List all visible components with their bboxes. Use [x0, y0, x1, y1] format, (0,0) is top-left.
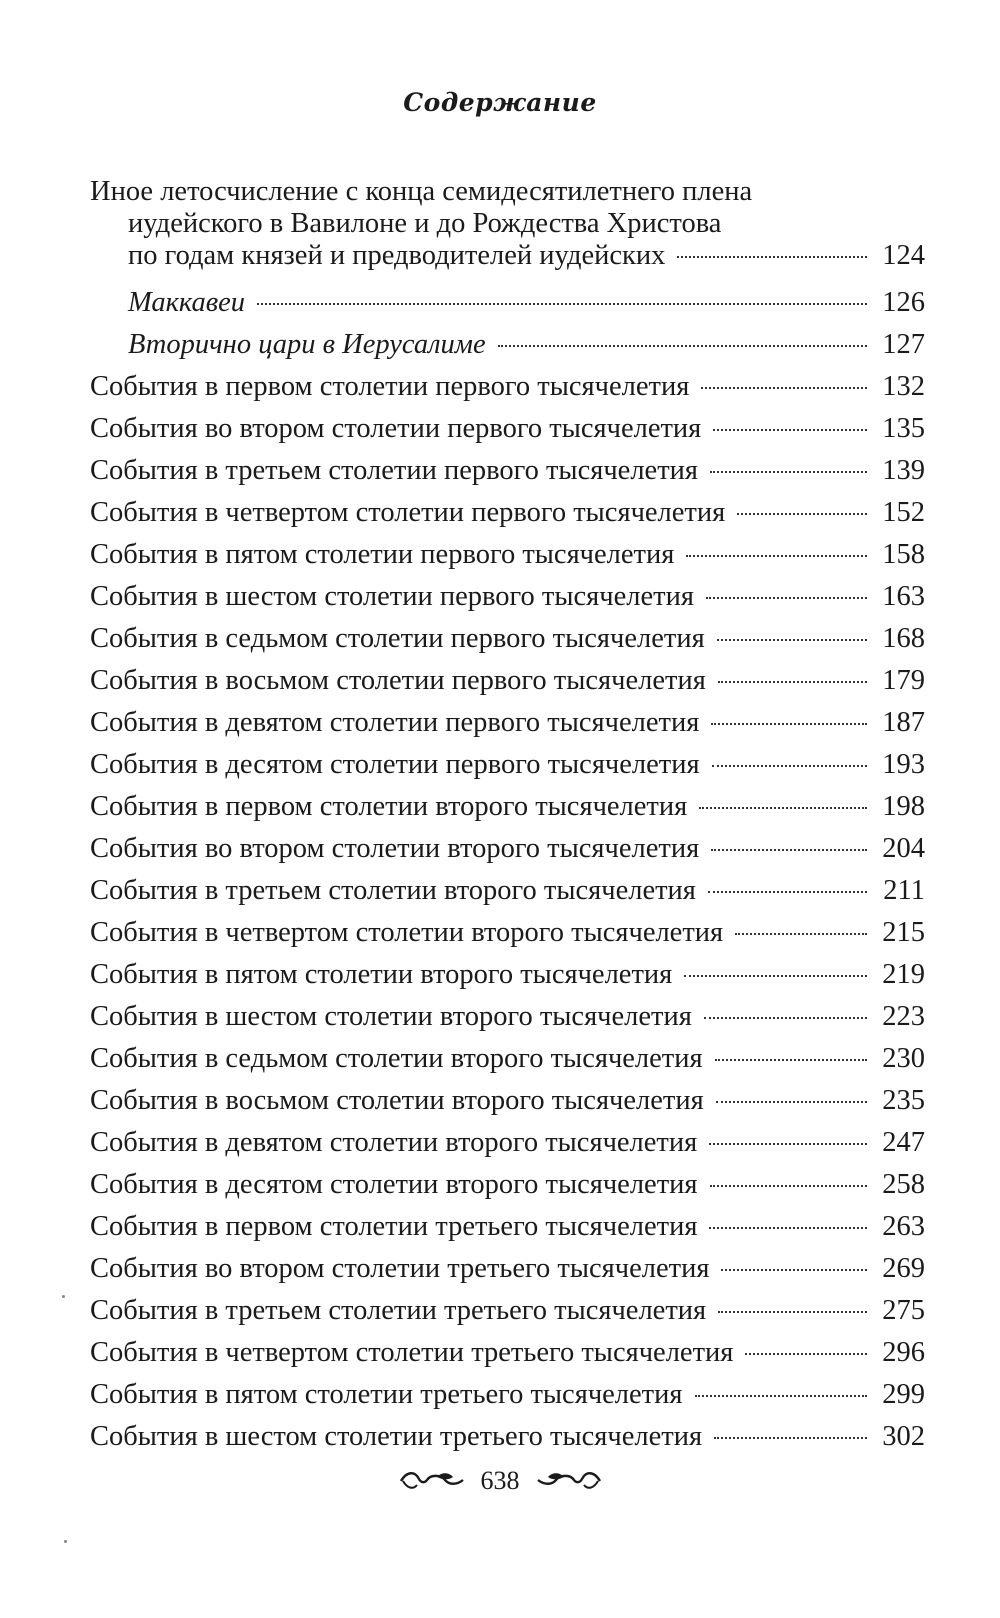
dot-leader: [677, 256, 867, 258]
toc-entry-title: События в девятом столетии второго тысячелетия: [90, 1127, 698, 1158]
toc-entry-page: 139: [882, 455, 925, 486]
page-title: Содержание: [403, 88, 597, 117]
toc-entry-title: Вторично цари в Иерусалиме: [128, 329, 486, 360]
toc-entry-page: 230: [882, 1043, 925, 1074]
toc-entry-multiline: [90, 176, 925, 272]
toc-entry-title: События в пятом столетии первого тысячелетия: [90, 539, 675, 570]
toc-entry-page: 223: [882, 1001, 925, 1032]
toc-entry: [90, 576, 925, 618]
dot-leader: [686, 555, 867, 557]
toc-entry-page: 126: [882, 287, 925, 318]
toc-entry-line: Иное летосчисление с конца семидесятилетнего плена: [90, 176, 753, 207]
dot-leader: [712, 765, 867, 767]
left-ornament-icon: [397, 1468, 467, 1494]
dot-leader: [695, 1395, 868, 1397]
toc-entry: [90, 1416, 925, 1458]
toc-entry: [90, 786, 925, 828]
toc-entry: [90, 828, 925, 870]
toc-entry: [90, 744, 925, 786]
toc-entry: [90, 282, 925, 324]
toc-entry-page: 269: [882, 1253, 925, 1284]
toc-entry: [90, 1080, 925, 1122]
dot-leader: [717, 639, 867, 641]
dot-leader: [735, 933, 867, 935]
right-ornament-icon: [534, 1468, 604, 1494]
dot-leader: [711, 849, 867, 851]
toc-entry-title: События в седьмом столетии первого тысячелетия: [90, 623, 705, 654]
scan-speck: [62, 1295, 65, 1298]
toc-entry: [90, 660, 925, 702]
dot-leader: [716, 1101, 867, 1103]
toc-entry-page: 211: [883, 875, 925, 906]
page-number: 638: [480, 1466, 520, 1495]
toc-entry-title: Маккавеи: [128, 287, 246, 318]
toc-entry-page: 296: [882, 1337, 925, 1368]
dot-leader: [710, 1185, 867, 1187]
toc-entry: [90, 1122, 925, 1164]
toc-entry-page: 158: [882, 539, 925, 570]
toc-entry-title: События в первом столетии третьего тысячелетия: [90, 1211, 698, 1242]
toc-entry-page: 198: [882, 791, 925, 822]
dot-leader: [713, 429, 867, 431]
toc-entry: [90, 1206, 925, 1248]
toc-entry-title: События в третьем столетии третьего тысячелетия: [90, 1295, 707, 1326]
toc-entry-page: 299: [882, 1379, 925, 1410]
toc-entry-page: 132: [882, 371, 925, 402]
toc-entry-page: 275: [882, 1295, 925, 1326]
toc-entry: [90, 618, 925, 660]
toc-entry-page: 215: [882, 917, 925, 948]
toc-entry-last-line: [90, 240, 925, 272]
dot-leader: [718, 1311, 867, 1313]
toc-entry: [90, 1248, 925, 1290]
toc-entry-title: События в шестом столетии первого тысячелетия: [90, 581, 694, 612]
dot-leader: [745, 1353, 867, 1355]
toc-entry: [90, 366, 925, 408]
toc-entry-line: иудейского в Вавилоне и до Рождества Христова: [128, 208, 722, 239]
dot-leader: [706, 597, 867, 599]
toc-entry: [90, 1332, 925, 1374]
entries: [90, 366, 925, 1458]
toc-entry-page: 302: [882, 1421, 925, 1452]
dot-leader: [498, 345, 867, 347]
page-footer: [0, 1466, 1000, 1496]
toc-entry: [90, 996, 925, 1038]
dot-leader: [684, 975, 867, 977]
toc-entry-title: События в девятом столетии первого тысячелетия: [90, 707, 700, 738]
dot-leader: [737, 513, 867, 515]
dot-leader: [711, 723, 867, 725]
toc-entry: [90, 1164, 925, 1206]
toc-entry-title: События в восьмом столетии второго тысячелетия: [90, 1085, 704, 1116]
toc-entry-title: по годам князей и предводителей иудейских: [128, 240, 666, 271]
toc-entry-title: События в четвертом столетии третьего тысячелетия: [90, 1337, 734, 1368]
toc-entry-title: События во втором столетии третьего тысячелетия: [90, 1253, 710, 1284]
toc-entry-title: События в восьмом столетии первого тысячелетия: [90, 665, 706, 696]
dot-leader: [709, 1227, 867, 1229]
dot-leader: [721, 1269, 867, 1271]
toc-entry: [90, 1038, 925, 1080]
toc-entry: [90, 702, 925, 744]
scan-speck: [64, 1540, 67, 1543]
toc-entry-page: 258: [882, 1169, 925, 1200]
dot-leader: [718, 681, 867, 683]
toc-entry-title: События в первом столетии второго тысячелетия: [90, 791, 688, 822]
toc-entry: [90, 1374, 925, 1416]
toc-entry-title: События в шестом столетии второго тысячелетия: [90, 1001, 692, 1032]
toc-entry-page: 124: [882, 240, 925, 271]
dot-leader: [704, 1017, 867, 1019]
toc-entry: [90, 324, 925, 366]
toc-entry: [90, 492, 925, 534]
toc-entry-page: 152: [882, 497, 925, 528]
dot-leader: [710, 471, 867, 473]
toc-entry: [90, 870, 925, 912]
toc-entry: [90, 954, 925, 996]
toc-entry-title: События в десятом столетии второго тысячелетия: [90, 1169, 698, 1200]
toc-entry: [90, 912, 925, 954]
toc-entry-page: 179: [882, 665, 925, 696]
toc-entry-page: 135: [882, 413, 925, 444]
dot-leader: [699, 807, 867, 809]
toc-entry-page: 168: [882, 623, 925, 654]
dot-leader: [708, 891, 867, 893]
toc-entry-page: 204: [882, 833, 925, 864]
toc-entry-title: События в четвертом столетии первого тысячелетия: [90, 497, 726, 528]
toc-entry-page: 187: [882, 707, 925, 738]
dot-leader: [701, 387, 867, 389]
toc-entry-page: 193: [882, 749, 925, 780]
toc-entry-title: События в пятом столетии второго тысячелетия: [90, 959, 673, 990]
toc-entry-title: События в десятом столетии первого тысячелетия: [90, 749, 700, 780]
toc-entry-page: 163: [882, 581, 925, 612]
toc-entry-page: 263: [882, 1211, 925, 1242]
toc-entry-title: События в третьем столетии второго тысячелетия: [90, 875, 696, 906]
dot-leader: [715, 1059, 867, 1061]
toc-entry-title: События в четвертом столетии второго тысячелетия: [90, 917, 724, 948]
dot-leader: [709, 1143, 867, 1145]
toc-entry: [90, 408, 925, 450]
toc-entry-title: События в первом столетии первого тысячелетия: [90, 371, 690, 402]
toc-entry-page: 247: [882, 1127, 925, 1158]
toc-entry-title: События в шестом столетии третьего тысячелетия: [90, 1421, 703, 1452]
toc-entry-title: События во втором столетии второго тысячелетия: [90, 833, 700, 864]
toc-entry-title: События в седьмом столетии второго тысячелетия: [90, 1043, 703, 1074]
toc-entry-page: 219: [882, 959, 925, 990]
toc-entry-title: События в пятом столетии третьего тысячелетия: [90, 1379, 683, 1410]
toc-entry-page: 235: [882, 1085, 925, 1116]
dot-leader: [714, 1437, 867, 1439]
dot-leader: [257, 303, 867, 305]
toc-entry-title: События во втором столетии первого тысячелетия: [90, 413, 702, 444]
table-of-contents: [90, 176, 925, 1458]
toc-entry: [90, 1290, 925, 1332]
toc-entry-title: События в третьем столетии первого тысячелетия: [90, 455, 699, 486]
toc-entry-page: 127: [882, 329, 925, 360]
toc-entry: [90, 450, 925, 492]
toc-entry: [90, 534, 925, 576]
sub-entries: [90, 282, 925, 366]
